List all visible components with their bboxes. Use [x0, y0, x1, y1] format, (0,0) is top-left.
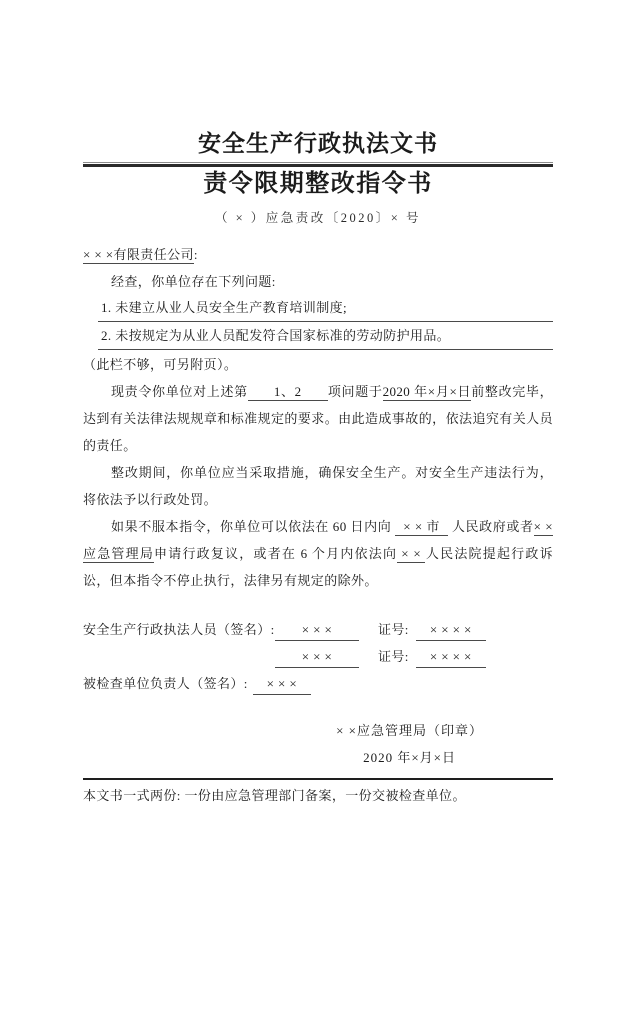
document-body	[83, 241, 553, 594]
enforcer-name-blank-1: × × ×	[275, 620, 359, 641]
cert-number-blank-1: × × × ×	[416, 620, 486, 641]
stamp-block	[336, 717, 483, 771]
document-title: 责令限期整改指令书	[203, 171, 433, 197]
inspected-unit-label: 被检查单位负责人（签名）:	[83, 676, 248, 691]
cert-number-label-1: 证号:	[378, 622, 409, 637]
cert-number-blank-2: × × × ×	[416, 647, 486, 668]
appeal-seg-3: 申请行政复议，或者在 6 个月内依法向	[154, 546, 398, 561]
appeal-seg-1: 如果不服本指令，你单位可以依法在 60 日内向	[111, 519, 392, 534]
addressee-name: × × ×有限责任公司	[83, 247, 194, 262]
issue-line-2: 2. 未按规定为从业人员配发符合国家标准的劳动防护用品。	[98, 323, 553, 350]
appeal-city-blank: × × 市	[395, 519, 448, 536]
enforcer-signature-label: 安全生产行政执法人员（签名）:	[83, 622, 275, 637]
cert-number-label-2: 证号:	[378, 649, 409, 664]
enforcer-signature-row-2	[83, 643, 553, 670]
issue-line-1: 1. 未建立从业人员安全生产教育培训制度;	[98, 295, 553, 322]
order-items-blank: 1、2	[248, 384, 328, 401]
document-number: （ × ）应急责改〔2020〕× 号	[215, 211, 421, 225]
rectification-paragraph: 整改期间，你单位应当采取措施，确保安全生产。对安全生产违法行为，将依法予以行政处罚。	[83, 465, 553, 507]
document-category-title: 安全生产行政执法文书	[198, 131, 438, 156]
addressee-colon: :	[193, 247, 198, 262]
addressee-line	[83, 241, 553, 268]
order-paragraph	[83, 378, 553, 459]
attach-note: （此栏不够，可另附页）。	[83, 357, 238, 372]
footer-section	[83, 778, 553, 808]
appeal-seg-2: 人民政府或者	[451, 519, 534, 534]
enforcer-name-blank-2: × × ×	[275, 647, 359, 668]
footer-copies-note: 本文书一式两份: 一份由应急管理部门备案，一份交被检查单位。	[83, 788, 466, 803]
order-seg-3: 前整改完毕，达到有关法律法规规章和标准规定的要求。由此造成事故的，依法追究有关人员的责任。	[83, 384, 554, 453]
header-divider-thick-line	[83, 164, 553, 167]
appeal-seg-4: 人民法院提起行政诉讼，但本指令不停止执行，法律另有规定的除外。	[83, 546, 553, 588]
document-page	[0, 130, 635, 1028]
header-divider-rule	[83, 162, 553, 167]
inspected-unit-name-blank: × × ×	[253, 674, 311, 695]
inspected-unit-signature-row	[83, 670, 553, 697]
signature-section	[83, 616, 553, 697]
intro-line: 经查，你单位存在下列问题:	[111, 274, 276, 289]
appeal-paragraph	[83, 513, 553, 594]
stamp-date: 2020 年×月×日	[363, 750, 456, 765]
appeal-court-blank: × ×	[397, 546, 425, 563]
enforcer-signature-row-1	[83, 616, 553, 643]
order-seg-2: 项问题于	[327, 384, 383, 399]
order-date-blank: 2020 年×月×日	[382, 384, 472, 399]
order-seg-1: 现责令你单位对上述第	[111, 384, 248, 399]
stamp-agency-name: × ×应急管理局（印章）	[336, 723, 483, 738]
header-divider-thin-line	[83, 162, 553, 163]
appeal-agency-blank: × ×应急管理局	[83, 519, 553, 561]
